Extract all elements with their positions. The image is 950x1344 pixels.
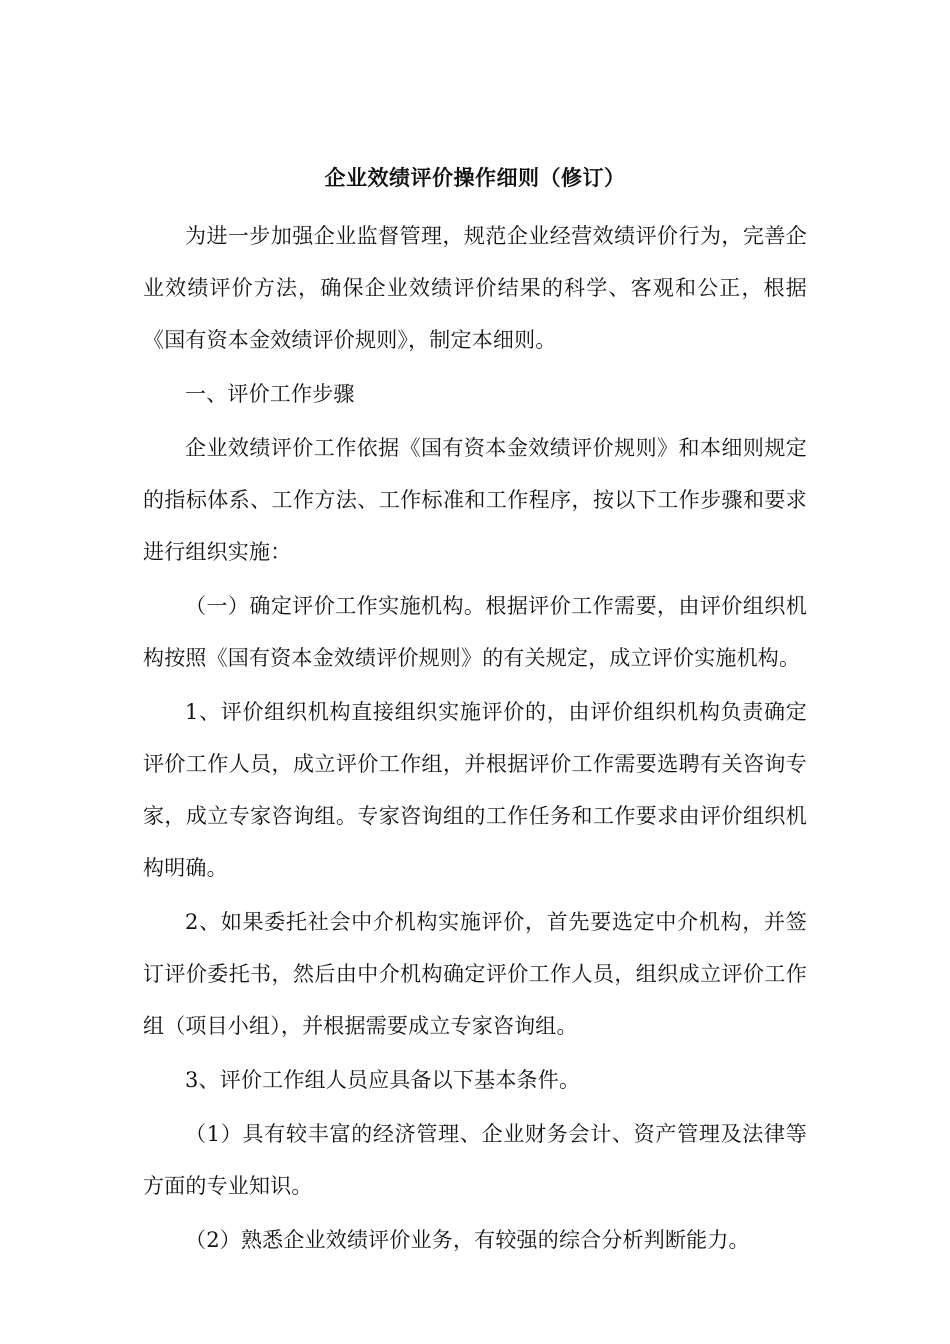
paragraph-steps-basis: 企业效绩评价工作依据《国有资本金效绩评价规则》和本细则规定的指标体系、工作方法、工作标准和工作程序，按以下工作步骤和要求进行组织实施： <box>143 436 807 564</box>
paragraph-subitem-2: 2、如果委托社会中介机构实施评价，首先要选定中介机构，并签订评价委托书，然后由中介机构确定评价工作人员，组织成立评价工作组（项目小组），并根据需要成立专家咨询组。 <box>143 910 807 1038</box>
paragraph-subitem-3: 3、评价工作组人员应具备以下基本条件。 <box>185 1068 581 1092</box>
paragraph-intro: 为进一步加强企业监督管理，规范企业经营效绩评价行为，完善企业效绩评价方法，确保企业效绩评价结果的科学、客观和公正，根据《国有资本金效绩评价规则》，制定本细则。 <box>143 224 807 352</box>
section-heading-steps: 一、评价工作步骤 <box>185 382 355 406</box>
paragraph-item-1: （一）确定评价工作实施机构。根据评价工作需要，由评价组织机构按照《国有资本金效绩评价规则》的有关规定，成立评价实施机构。 <box>143 594 807 670</box>
paragraph-condition-1: （1）具有较丰富的经济管理、企业财务会计、资产管理及法律等方面的专业知识。 <box>143 1122 807 1198</box>
document-body <box>143 210 807 1268</box>
paragraph-subitem-1: 1、评价组织机构直接组织实施评价的，由评价组织机构负责确定评价工作人员，成立评价工作组，并根据评价工作需要选聘有关咨询专家，成立专家咨询组。专家咨询组的工作任务和工作要求由评价组织机构明确。 <box>143 700 807 880</box>
paragraph-condition-2: （2）熟悉企业效绩评价业务，有较强的综合分析判断能力。 <box>185 1228 750 1252</box>
document-title: 企业效绩评价操作细则（修订） <box>324 165 626 190</box>
